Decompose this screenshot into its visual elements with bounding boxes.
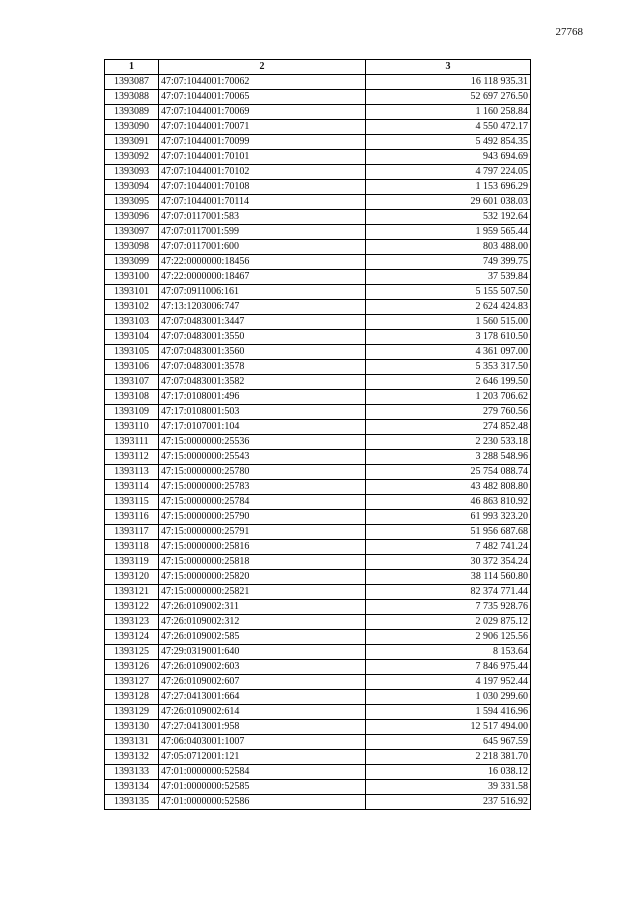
cadastral-number-cell: 47:15:0000000:25790 [159, 510, 366, 525]
cadastral-number-cell: 47:17:0108001:496 [159, 390, 366, 405]
cadastral-number-cell: 47:22:0000000:18467 [159, 270, 366, 285]
cadastral-number-cell: 47:15:0000000:25818 [159, 555, 366, 570]
value-cell: 3 288 548.96 [366, 450, 531, 465]
cadastral-number-cell: 47:07:0117001:600 [159, 240, 366, 255]
table-row [105, 150, 531, 165]
row-number-cell: 1393116 [105, 510, 159, 525]
value-cell: 1 560 515.00 [366, 315, 531, 330]
value-cell: 4 797 224.05 [366, 165, 531, 180]
table-row [105, 75, 531, 90]
row-number-cell: 1393102 [105, 300, 159, 315]
cadastral-number-cell: 47:13:1203006:747 [159, 300, 366, 315]
cadastral-number-cell: 47:15:0000000:25536 [159, 435, 366, 450]
cadastral-number-cell: 47:26:0109002:614 [159, 705, 366, 720]
value-cell: 237 516.92 [366, 795, 531, 810]
table-row [105, 495, 531, 510]
row-number-cell: 1393093 [105, 165, 159, 180]
value-cell: 274 852.48 [366, 420, 531, 435]
row-number-cell: 1393117 [105, 525, 159, 540]
table-row [105, 795, 531, 810]
row-number-cell: 1393111 [105, 435, 159, 450]
column-header: 1 [105, 60, 159, 75]
cadastral-number-cell: 47:07:0483001:3582 [159, 375, 366, 390]
cadastral-number-cell: 47:07:0117001:599 [159, 225, 366, 240]
cadastral-number-cell: 47:07:0483001:3578 [159, 360, 366, 375]
row-number-cell: 1393114 [105, 480, 159, 495]
row-number-cell: 1393099 [105, 255, 159, 270]
cadastral-number-cell: 47:01:0000000:52584 [159, 765, 366, 780]
value-cell: 1 153 696.29 [366, 180, 531, 195]
cadastral-number-cell: 47:07:0483001:3447 [159, 315, 366, 330]
table-row [105, 90, 531, 105]
row-number-cell: 1393103 [105, 315, 159, 330]
table-row [105, 510, 531, 525]
table-row [105, 660, 531, 675]
row-number-cell: 1393105 [105, 345, 159, 360]
table-row [105, 135, 531, 150]
row-number-cell: 1393088 [105, 90, 159, 105]
row-number-cell: 1393104 [105, 330, 159, 345]
table-row [105, 570, 531, 585]
table-row [105, 540, 531, 555]
table-row [105, 585, 531, 600]
table-row [105, 315, 531, 330]
page-number: 27768 [555, 26, 583, 38]
cadastral-number-cell: 47:15:0000000:25784 [159, 495, 366, 510]
row-number-cell: 1393100 [105, 270, 159, 285]
value-cell: 16 118 935.31 [366, 75, 531, 90]
value-cell: 16 038.12 [366, 765, 531, 780]
cadastral-number-cell: 47:07:0483001:3560 [159, 345, 366, 360]
value-cell: 2 624 424.83 [366, 300, 531, 315]
value-cell: 43 482 808.80 [366, 480, 531, 495]
table-row [105, 120, 531, 135]
row-number-cell: 1393133 [105, 765, 159, 780]
table-row [105, 225, 531, 240]
row-number-cell: 1393127 [105, 675, 159, 690]
table-row [105, 555, 531, 570]
cadastral-number-cell: 47:26:0109002:312 [159, 615, 366, 630]
table-row [105, 735, 531, 750]
cadastral-number-cell: 47:15:0000000:25816 [159, 540, 366, 555]
row-number-cell: 1393132 [105, 750, 159, 765]
value-cell: 279 760.56 [366, 405, 531, 420]
table-row [105, 780, 531, 795]
cadastral-number-cell: 47:07:1044001:70099 [159, 135, 366, 150]
value-cell: 1 160 258.84 [366, 105, 531, 120]
table-row [105, 180, 531, 195]
value-cell: 2 029 875.12 [366, 615, 531, 630]
row-number-cell: 1393109 [105, 405, 159, 420]
table-row [105, 375, 531, 390]
value-cell: 30 372 354.24 [366, 555, 531, 570]
cadastral-number-cell: 47:05:0712001:121 [159, 750, 366, 765]
value-cell: 803 488.00 [366, 240, 531, 255]
table-row [105, 450, 531, 465]
cadastral-number-cell: 47:15:0000000:25821 [159, 585, 366, 600]
row-number-cell: 1393097 [105, 225, 159, 240]
table-row [105, 210, 531, 225]
value-cell: 25 754 088.74 [366, 465, 531, 480]
value-cell: 4 197 952.44 [366, 675, 531, 690]
row-number-cell: 1393115 [105, 495, 159, 510]
table-row [105, 330, 531, 345]
cadastral-number-cell: 47:27:0413001:664 [159, 690, 366, 705]
table-row [105, 270, 531, 285]
table-row [105, 630, 531, 645]
value-cell: 532 192.64 [366, 210, 531, 225]
cadastral-number-cell: 47:07:1044001:70071 [159, 120, 366, 135]
row-number-cell: 1393089 [105, 105, 159, 120]
value-cell: 1 030 299.60 [366, 690, 531, 705]
value-cell: 7 846 975.44 [366, 660, 531, 675]
value-cell: 52 697 276.50 [366, 90, 531, 105]
table-row [105, 345, 531, 360]
cadastral-number-cell: 47:22:0000000:18456 [159, 255, 366, 270]
table-row [105, 285, 531, 300]
cadastral-number-cell: 47:15:0000000:25791 [159, 525, 366, 540]
row-number-cell: 1393128 [105, 690, 159, 705]
value-cell: 943 694.69 [366, 150, 531, 165]
cadastral-number-cell: 47:06:0403001:1007 [159, 735, 366, 750]
column-header: 3 [366, 60, 531, 75]
row-number-cell: 1393134 [105, 780, 159, 795]
value-cell: 51 956 687.68 [366, 525, 531, 540]
value-cell: 82 374 771.44 [366, 585, 531, 600]
row-number-cell: 1393096 [105, 210, 159, 225]
cadastral-number-cell: 47:07:1044001:70101 [159, 150, 366, 165]
cadastral-number-cell: 47:07:0117001:583 [159, 210, 366, 225]
table-body [105, 75, 531, 810]
cadastral-number-cell: 47:07:0911006:161 [159, 285, 366, 300]
table-row [105, 360, 531, 375]
cadastral-number-cell: 47:26:0109002:607 [159, 675, 366, 690]
row-number-cell: 1393107 [105, 375, 159, 390]
table-row [105, 390, 531, 405]
value-cell: 12 517 494.00 [366, 720, 531, 735]
row-number-cell: 1393113 [105, 465, 159, 480]
cadastral-number-cell: 47:07:1044001:70062 [159, 75, 366, 90]
value-cell: 5 353 317.50 [366, 360, 531, 375]
row-number-cell: 1393112 [105, 450, 159, 465]
value-cell: 2 646 199.50 [366, 375, 531, 390]
table-row [105, 420, 531, 435]
row-number-cell: 1393130 [105, 720, 159, 735]
table-row [105, 480, 531, 495]
cadastral-number-cell: 47:17:0108001:503 [159, 405, 366, 420]
row-number-cell: 1393094 [105, 180, 159, 195]
table-row [105, 405, 531, 420]
table-row [105, 615, 531, 630]
cadastral-number-cell: 47:26:0109002:311 [159, 600, 366, 615]
table-row [105, 195, 531, 210]
cadastral-number-cell: 47:07:1044001:70065 [159, 90, 366, 105]
row-number-cell: 1393106 [105, 360, 159, 375]
row-number-cell: 1393119 [105, 555, 159, 570]
value-cell: 749 399.75 [366, 255, 531, 270]
row-number-cell: 1393101 [105, 285, 159, 300]
cadastral-number-cell: 47:01:0000000:52586 [159, 795, 366, 810]
cadastral-number-cell: 47:15:0000000:25780 [159, 465, 366, 480]
row-number-cell: 1393129 [105, 705, 159, 720]
row-number-cell: 1393091 [105, 135, 159, 150]
value-cell: 1 203 706.62 [366, 390, 531, 405]
table-row [105, 300, 531, 315]
value-cell: 29 601 038.03 [366, 195, 531, 210]
value-cell: 4 361 097.00 [366, 345, 531, 360]
row-number-cell: 1393121 [105, 585, 159, 600]
table-row [105, 435, 531, 450]
value-cell: 2 230 533.18 [366, 435, 531, 450]
table-row [105, 165, 531, 180]
table-row [105, 675, 531, 690]
cadastral-number-cell: 47:07:1044001:70102 [159, 165, 366, 180]
table-row [105, 720, 531, 735]
table-row [105, 690, 531, 705]
row-number-cell: 1393124 [105, 630, 159, 645]
table-row [105, 645, 531, 660]
row-number-cell: 1393123 [105, 615, 159, 630]
value-cell: 2 218 381.70 [366, 750, 531, 765]
cadastral-number-cell: 47:26:0109002:585 [159, 630, 366, 645]
cadastral-number-cell: 47:15:0000000:25820 [159, 570, 366, 585]
table-row [105, 750, 531, 765]
row-number-cell: 1393095 [105, 195, 159, 210]
row-number-cell: 1393126 [105, 660, 159, 675]
value-cell: 1 959 565.44 [366, 225, 531, 240]
value-cell: 8 153.64 [366, 645, 531, 660]
cadastral-number-cell: 47:26:0109002:603 [159, 660, 366, 675]
cadastral-number-cell: 47:15:0000000:25543 [159, 450, 366, 465]
table-row [105, 105, 531, 120]
cadastral-number-cell: 47:29:0319001:640 [159, 645, 366, 660]
value-cell: 46 863 810.92 [366, 495, 531, 510]
value-cell: 61 993 323.20 [366, 510, 531, 525]
cadastral-number-cell: 47:17:0107001:104 [159, 420, 366, 435]
cadastral-number-cell: 47:27:0413001:958 [159, 720, 366, 735]
cadastral-number-cell: 47:07:1044001:70114 [159, 195, 366, 210]
cadastral-number-cell: 47:15:0000000:25783 [159, 480, 366, 495]
table-row [105, 240, 531, 255]
value-cell: 39 331.58 [366, 780, 531, 795]
row-number-cell: 1393087 [105, 75, 159, 90]
table-row [105, 705, 531, 720]
row-number-cell: 1393122 [105, 600, 159, 615]
row-number-cell: 1393098 [105, 240, 159, 255]
table-row [105, 255, 531, 270]
value-cell: 7 482 741.24 [366, 540, 531, 555]
value-cell: 645 967.59 [366, 735, 531, 750]
value-cell: 2 906 125.56 [366, 630, 531, 645]
row-number-cell: 1393120 [105, 570, 159, 585]
value-cell: 5 155 507.50 [366, 285, 531, 300]
value-cell: 37 539.84 [366, 270, 531, 285]
cadastral-number-cell: 47:07:1044001:70069 [159, 105, 366, 120]
column-header: 2 [159, 60, 366, 75]
row-number-cell: 1393110 [105, 420, 159, 435]
row-number-cell: 1393125 [105, 645, 159, 660]
data-table [104, 59, 531, 810]
cadastral-number-cell: 47:01:0000000:52585 [159, 780, 366, 795]
cadastral-number-cell: 47:07:0483001:3550 [159, 330, 366, 345]
row-number-cell: 1393131 [105, 735, 159, 750]
table-row [105, 765, 531, 780]
value-cell: 1 594 416.96 [366, 705, 531, 720]
value-cell: 38 114 560.80 [366, 570, 531, 585]
value-cell: 3 178 610.50 [366, 330, 531, 345]
row-number-cell: 1393135 [105, 795, 159, 810]
table-row [105, 465, 531, 480]
row-number-cell: 1393118 [105, 540, 159, 555]
cadastral-number-cell: 47:07:1044001:70108 [159, 180, 366, 195]
table-row [105, 525, 531, 540]
value-cell: 4 550 472.17 [366, 120, 531, 135]
table-row [105, 600, 531, 615]
table-header-row [105, 60, 531, 75]
row-number-cell: 1393108 [105, 390, 159, 405]
value-cell: 5 492 854.35 [366, 135, 531, 150]
row-number-cell: 1393092 [105, 150, 159, 165]
value-cell: 7 735 928.76 [366, 600, 531, 615]
row-number-cell: 1393090 [105, 120, 159, 135]
